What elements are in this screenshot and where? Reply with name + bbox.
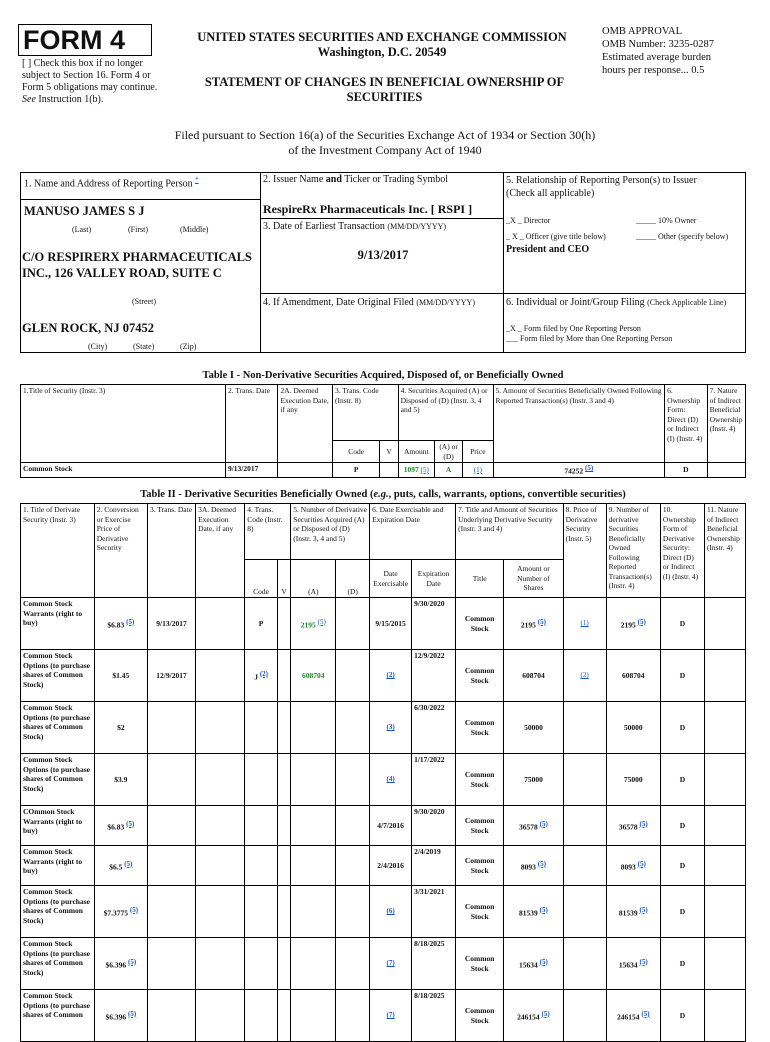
t2-trans-date xyxy=(147,806,195,846)
t2-v xyxy=(277,806,290,846)
t2-h-owned: 9. Number of derivative Securities Beneficially Owned Following Reported Transaction(s) (Instr. 4) xyxy=(606,504,660,598)
t2-security: Common Stock Warrants (right to buy) xyxy=(21,846,95,886)
t2-h-a: (A) xyxy=(291,560,336,598)
t2-v xyxy=(277,598,290,650)
t2-disposed xyxy=(336,702,370,754)
filing-option-group: ___ Form filed by More than One Reporting Person xyxy=(506,334,673,343)
footnote-link[interactable]: (5) xyxy=(128,1009,137,1018)
t2-owned: 15634 (5) xyxy=(606,938,660,990)
t2-h-price: 8. Price of Derivative Security (Instr. 5) xyxy=(563,504,606,598)
table-row xyxy=(21,990,746,1042)
zip-label: (Zip) xyxy=(180,342,197,351)
t2-deemed xyxy=(196,886,245,938)
t2-v xyxy=(277,702,290,754)
t2-date-exercisable xyxy=(370,938,412,990)
other-check: _____ Other (specify below) xyxy=(636,232,729,241)
t2-underlying-amount: 50000 xyxy=(504,702,563,754)
t2-underlying-title: Common Stock xyxy=(456,598,504,650)
t2-security: Common Stock Options (to purchase shares of Common Stock) xyxy=(21,650,95,702)
t2-underlying-amount: 81539 (5) xyxy=(504,886,563,938)
box5-label: 5. Relationship of Reporting Person(s) to Issuer (Check all applicable) xyxy=(506,175,697,199)
footnote-link[interactable]: (5) xyxy=(126,819,135,828)
t2-underlying-title: Common Stock xyxy=(456,754,504,806)
footnote-link[interactable]: (7) xyxy=(386,959,395,968)
table-row xyxy=(21,463,746,478)
t2-conversion-price: $7.3775 (5) xyxy=(94,886,147,938)
footnote-link[interactable]: (5) xyxy=(317,617,326,626)
t2-deriv-price xyxy=(563,938,606,990)
agency-heading: UNITED STATES SECURITIES AND EXCHANGE COMMISSION Washington, D.C. 20549 xyxy=(197,30,567,59)
t2-underlying-title: Common Stock xyxy=(456,650,504,702)
table2-derivative xyxy=(20,503,746,1042)
table-row xyxy=(21,938,746,990)
t2-code xyxy=(245,754,278,806)
t2-conversion-price: $1.45 xyxy=(94,650,147,702)
table-row xyxy=(21,754,746,806)
t2-acquired xyxy=(291,754,336,806)
t2-disposed xyxy=(336,650,370,702)
t1-h-code-sub: Code xyxy=(332,441,379,463)
t2-v xyxy=(277,754,290,806)
t2-h-conversion: 2. Conversion or Exercise Price of Derivative Security xyxy=(94,504,147,598)
t2-deriv-price xyxy=(563,650,606,702)
t2-underlying-amount: 8093 (5) xyxy=(504,846,563,886)
form-title-box xyxy=(18,24,152,56)
t2-acquired xyxy=(291,886,336,938)
t2-acquired: 608704 xyxy=(291,650,336,702)
t1-date: 9/13/2017 xyxy=(225,463,278,478)
state-label: (State) xyxy=(133,342,155,351)
t2-h-d: (D) xyxy=(336,560,370,598)
t2-date-exercisable xyxy=(370,990,412,1042)
t2-disposed xyxy=(336,806,370,846)
t2-underlying-title: Common Stock xyxy=(456,806,504,846)
t2-owned: 8093 (5) xyxy=(606,846,660,886)
middle-label: (Middle) xyxy=(180,225,209,234)
footnote-link[interactable]: (6) xyxy=(386,907,395,916)
t2-code xyxy=(245,886,278,938)
t2-acquired xyxy=(291,806,336,846)
t2-conversion-price: $6.83 (5) xyxy=(94,806,147,846)
t1-h-deemed: 2A. Deemed Execution Date, if any xyxy=(278,385,333,463)
t2-security: COmmon Stock Warrants (right to buy) xyxy=(21,806,95,846)
t1-owned: 74252 (5) xyxy=(493,463,665,478)
t2-owned: 2195 (5) xyxy=(606,598,660,650)
t2-h-code-sub: Code xyxy=(245,560,278,598)
t2-form: D xyxy=(660,886,704,938)
t2-expiration: 2/4/2019 xyxy=(412,846,456,886)
t2-deriv-price xyxy=(563,990,606,1042)
t2-expiration: 6/30/2022 xyxy=(412,702,456,754)
footnote-link[interactable]: (5) xyxy=(128,957,137,966)
t2-form: D xyxy=(660,650,704,702)
t2-h-v: V xyxy=(277,560,290,598)
t2-deemed xyxy=(196,650,245,702)
t2-security: Common Stock Options (to purchase shares of Common Stock) xyxy=(21,702,95,754)
filed-pursuant: Filed pursuant to Section 16(a) of the Securities Exchange Act of 1934 or Section 30(h) of the Investment Company Act of 1940 xyxy=(174,128,596,157)
t2-deemed xyxy=(196,990,245,1042)
table-row xyxy=(21,846,746,886)
table-row xyxy=(21,650,746,702)
t2-date-exercisable xyxy=(370,754,412,806)
officer-check: _ X _ Officer (give title below) xyxy=(506,232,606,241)
t2-acquired: 2195 (5) xyxy=(291,598,336,650)
t2-trans-date xyxy=(147,754,195,806)
t2-underlying-title: Common Stock xyxy=(456,846,504,886)
footnote-link[interactable]: (2) xyxy=(259,669,268,678)
t2-conversion-price: $3.9 xyxy=(94,754,147,806)
t1-h-price: Price xyxy=(463,441,493,463)
t1-h-amount: Amount xyxy=(398,441,434,463)
t2-security: Common Stock Warrants (right to buy) xyxy=(21,598,95,650)
t2-conversion-price: $6.5 (5) xyxy=(94,846,147,886)
t2-underlying-title: Common Stock xyxy=(456,702,504,754)
t2-deriv-price xyxy=(563,598,606,650)
t1-h-acquired: 4. Securities Acquired (A) or Disposed of (D) (Instr. 3, 4 and 5) xyxy=(398,385,493,441)
t2-trans-date xyxy=(147,886,195,938)
reporting-person-name: MANUSO JAMES S J xyxy=(24,204,145,218)
t2-form: D xyxy=(660,702,704,754)
footnote-link[interactable]: (7) xyxy=(386,1011,395,1020)
t2-h-form: 10. Ownership Form of Derivative Security: Direct (D) or Indirect (I) (Instr. 4) xyxy=(660,504,704,598)
t2-v xyxy=(277,938,290,990)
t2-expiration: 3/31/2021 xyxy=(412,886,456,938)
table-row xyxy=(21,598,746,650)
footnote-link[interactable]: (5) xyxy=(129,905,139,914)
t2-nature xyxy=(704,754,745,806)
t2-h-nature: 11. Nature of Indirect Beneficial Ownership (Instr. 4) xyxy=(704,504,745,598)
last-label: (Last) xyxy=(72,225,92,234)
t2-trans-date: 12/9/2017 xyxy=(147,650,195,702)
t1-security: Common Stock xyxy=(21,463,226,478)
t2-underlying-amount: 75000 xyxy=(504,754,563,806)
footnote-link[interactable]: (5) xyxy=(541,1009,550,1018)
t2-conversion-price: $6.83 (5) xyxy=(94,598,147,650)
footnote-link[interactable]: (5) xyxy=(124,859,133,868)
street-address: C/O RESPIRERX PHARMACEUTICALS INC., 126 VALLEY ROAD, SUITE C xyxy=(22,250,252,280)
t2-deemed xyxy=(196,806,245,846)
t2-deemed xyxy=(196,938,245,990)
t1-h-v: V xyxy=(380,441,398,463)
t2-nature xyxy=(704,806,745,846)
t1-code: P xyxy=(332,463,379,478)
director-check: _X _ Director xyxy=(506,216,551,225)
t2-expiration: 1/17/2022 xyxy=(412,754,456,806)
t2-h-under-title: Title xyxy=(456,560,504,598)
t2-v xyxy=(277,990,290,1042)
t2-deriv-price xyxy=(563,806,606,846)
t2-conversion-price: $6.396 (5) xyxy=(94,990,147,1042)
footnote-link[interactable]: (2) xyxy=(386,671,395,680)
t2-owned: 608704 xyxy=(606,650,660,702)
t2-date-exercisable xyxy=(370,702,412,754)
t1-h-date: 2. Trans. Date xyxy=(225,385,278,463)
t1-h-nature: 7. Nature of Indirect Beneficial Ownership (Instr. 4) xyxy=(707,385,745,463)
t2-acquired xyxy=(291,846,336,886)
officer-title: President and CEO xyxy=(506,244,590,255)
t2-code: J (2) xyxy=(245,650,278,702)
t1-form: D xyxy=(665,463,707,478)
t2-underlying-amount: 608704 xyxy=(504,650,563,702)
city-state-zip: GLEN ROCK, NJ 07452 xyxy=(22,321,154,335)
t2-form: D xyxy=(660,846,704,886)
t2-v xyxy=(277,650,290,702)
t2-deriv-price xyxy=(563,754,606,806)
t1-h-owned: 5. Amount of Securities Beneficially Owned Following Reported Transaction(s) (Instr. 3 and 4) xyxy=(493,385,665,463)
t2-code xyxy=(245,702,278,754)
footnote-link[interactable]: (5) xyxy=(639,957,648,966)
table-row xyxy=(21,886,746,938)
t2-underlying-title: Common Stock xyxy=(456,886,504,938)
table1-non-derivative xyxy=(20,384,746,478)
t2-disposed xyxy=(336,990,370,1042)
city-label: (City) xyxy=(88,342,108,351)
footnote-link[interactable]: (5) xyxy=(537,617,546,626)
t2-v xyxy=(277,886,290,938)
t2-conversion-price: $6.396 (5) xyxy=(94,938,147,990)
t2-trans-date xyxy=(147,846,195,886)
t2-disposed xyxy=(336,598,370,650)
t2-h-exercisable: 6. Date Exercisable and Expiration Date xyxy=(370,504,456,560)
t2-h-exp: Expiration Date xyxy=(412,560,456,598)
check-box-note: [ ] Check this box if no longer subject to Section 16. Form 4 or Form 5 obligations may continue. See Instruction 1(b). xyxy=(22,58,158,105)
t2-form: D xyxy=(660,598,704,650)
form-title: FORM 4 xyxy=(23,25,126,55)
t2-underlying-amount: 246154 (5) xyxy=(504,990,563,1042)
t2-security: Common Stock Options (to purchase shares of Common xyxy=(21,990,95,1042)
table-row xyxy=(21,702,746,754)
t2-expiration: 8/18/2025 xyxy=(412,938,456,990)
table1-title: Table I - Non-Derivative Securities Acquired, Disposed of, or Beneficially Owned xyxy=(202,370,564,381)
t2-code: P xyxy=(245,598,278,650)
t2-expiration: 9/30/2020 xyxy=(412,598,456,650)
t2-expiration: 12/9/2022 xyxy=(412,650,456,702)
t2-h-code: 4. Trans. Code (Instr. 8) xyxy=(245,504,291,560)
t2-code xyxy=(245,846,278,886)
t1-amount: 1097 (5) xyxy=(398,463,434,478)
footnote-link[interactable]: (5) xyxy=(639,819,648,828)
t2-nature xyxy=(704,886,745,938)
t2-deemed xyxy=(196,846,245,886)
footnote-link[interactable]: (5) xyxy=(539,819,548,828)
t2-security: Common Stock Options (to purchase shares of Common Stock) xyxy=(21,886,95,938)
t1-h-code: 3. Trans. Code (Instr. 8) xyxy=(332,385,398,441)
t2-date-exercisable xyxy=(370,650,412,702)
box1-label: 1. Name and Address of Reporting Person * xyxy=(24,176,199,190)
t2-trans-date: 9/13/2017 xyxy=(147,598,195,650)
t2-underlying-title: Common Stock xyxy=(456,990,504,1042)
t2-trans-date xyxy=(147,702,195,754)
t2-v xyxy=(277,846,290,886)
t2-deriv-price xyxy=(563,846,606,886)
t2-disposed xyxy=(336,754,370,806)
t2-trans-date xyxy=(147,938,195,990)
first-label: (First) xyxy=(128,225,148,234)
issuer-name: RespireRx Pharmaceuticals Inc. [ RSPI ] xyxy=(263,202,473,216)
t2-expiration: 9/30/2020 xyxy=(412,806,456,846)
t2-owned: 75000 xyxy=(606,754,660,806)
table-row xyxy=(21,806,746,846)
footnote-link[interactable]: (5) xyxy=(126,617,135,626)
footnote-link[interactable]: (5) xyxy=(637,617,646,626)
t2-form: D xyxy=(660,806,704,846)
t2-security: Common Stock Options (to purchase shares of Common Stock) xyxy=(21,938,95,990)
t2-underlying-amount: 36578 (5) xyxy=(504,806,563,846)
box2-label: 2. Issuer Name and Ticker or Trading Symbol xyxy=(263,174,449,185)
t1-owned-footnote[interactable]: (5) xyxy=(585,464,594,472)
t2-disposed xyxy=(336,938,370,990)
t2-h-date-ex: Date Exercisable xyxy=(370,560,412,598)
t2-underlying-amount: 2195 (5) xyxy=(504,598,563,650)
footnote-link[interactable]: (5) xyxy=(641,1009,650,1018)
t1-price xyxy=(463,463,493,478)
t2-h-number: 5. Number of Derivative Securities Acquired (A) or Disposed of (D) (Instr. 3, 4 and 5) xyxy=(291,504,370,560)
omb-approval: OMB APPROVAL OMB Number: 3235-0287 Estimated average burden hours per response... 0.5 xyxy=(602,26,714,76)
ten-pct-owner-check: _____ 10% Owner xyxy=(636,216,697,225)
t2-expiration: 8/18/2025 xyxy=(412,990,456,1042)
t2-trans-date xyxy=(147,990,195,1042)
t1-h-title: 1.Title of Security (Instr. 3) xyxy=(21,385,226,463)
footnote-link[interactable]: (5) xyxy=(639,905,648,914)
t2-deriv-price xyxy=(563,702,606,754)
footnote-link[interactable]: (5) xyxy=(637,859,646,868)
t2-h-under-amt: Amount or Number of Shares xyxy=(504,560,563,598)
t2-disposed xyxy=(336,846,370,886)
footnote-link[interactable]: (5) xyxy=(539,957,548,966)
t1-v xyxy=(380,463,398,478)
t2-form: D xyxy=(660,938,704,990)
t1-h-form: 6. Ownership Form: Direct (D) or Indirect (I) (Instr. 4) xyxy=(665,385,707,463)
t2-nature xyxy=(704,990,745,1042)
footnote-link[interactable]: (4) xyxy=(386,775,395,784)
t2-h-title: 1. Title of Derivate Security (Instr. 3) xyxy=(21,504,95,598)
t2-date-exercisable xyxy=(370,886,412,938)
t2-h-date: 3. Trans. Date xyxy=(147,504,195,598)
t2-code xyxy=(245,806,278,846)
t2-owned: 36578 (5) xyxy=(606,806,660,846)
t2-date-exercisable: 2/4/2016 xyxy=(370,846,412,886)
t2-date-exercisable: 4/7/2016 xyxy=(370,806,412,846)
t2-deriv-price xyxy=(563,886,606,938)
t2-nature xyxy=(704,598,745,650)
t1-nature xyxy=(707,463,745,478)
t2-nature xyxy=(704,702,745,754)
street-label: (Street) xyxy=(132,297,156,306)
footnote-link[interactable]: (5) xyxy=(537,859,546,868)
box3-label: 3. Date of Earliest Transaction (MM/DD/YYYY) xyxy=(263,221,447,232)
t1-price-footnote[interactable]: (1) xyxy=(473,465,482,474)
box1-footnote-link[interactable]: * xyxy=(195,176,199,184)
t1-h-aord: (A) or (D) xyxy=(434,441,462,463)
t2-deemed xyxy=(196,598,245,650)
t2-code xyxy=(245,938,278,990)
t1-aord: A xyxy=(434,463,462,478)
t2-code xyxy=(245,990,278,1042)
t1-deemed xyxy=(278,463,333,478)
footnote-link[interactable]: (3) xyxy=(386,723,395,732)
t2-conversion-price: $2 xyxy=(94,702,147,754)
footnote-link[interactable]: (1) xyxy=(580,619,589,628)
t2-security: Common Stock Options (to purchase shares of Common Stock) xyxy=(21,754,95,806)
t2-deemed xyxy=(196,754,245,806)
earliest-transaction-date: 9/13/2017 xyxy=(357,248,409,262)
t2-h-deemed: 3A. Deemed Execution Date, if any xyxy=(196,504,245,598)
t2-deemed xyxy=(196,702,245,754)
t2-disposed xyxy=(336,886,370,938)
statement-title: STATEMENT OF CHANGES IN BENEFICIAL OWNERSHIP OF SECURITIES xyxy=(204,75,565,104)
t2-acquired xyxy=(291,702,336,754)
t2-form: D xyxy=(660,754,704,806)
t2-date-exercisable: 9/15/2015 xyxy=(370,598,412,650)
box4-label: 4. If Amendment, Date Original Filed (MM/DD/YYYY) xyxy=(263,297,475,308)
t2-nature xyxy=(704,650,745,702)
filing-option-one: _X _ Form filed by One Reporting Person xyxy=(506,324,641,333)
t2-underlying-amount: 15634 (5) xyxy=(504,938,563,990)
footnote-link[interactable]: (2) xyxy=(580,671,589,680)
t2-nature xyxy=(704,938,745,990)
t2-underlying-title: Common Stock xyxy=(456,938,504,990)
t2-acquired xyxy=(291,990,336,1042)
t1-amount-footnote[interactable]: (5) xyxy=(420,465,429,474)
t2-owned: 246154 (5) xyxy=(606,990,660,1042)
t2-acquired xyxy=(291,938,336,990)
box6-label: 6. Individual or Joint/Group Filing (Check Applicable Line) xyxy=(506,297,727,308)
t2-owned: 81539 (5) xyxy=(606,886,660,938)
t2-nature xyxy=(704,846,745,886)
footnote-link[interactable]: (5) xyxy=(539,905,548,914)
t2-form: D xyxy=(660,990,704,1042)
table2-title: Table II - Derivative Securities Beneficially Owned (e.g., puts, calls, warrants, options, convertible securities) xyxy=(140,489,626,500)
t2-owned: 50000 xyxy=(606,702,660,754)
t2-h-underlying: 7. Title and Amount of Securities Underlying Derivative Security (Instr. 3 and 4) xyxy=(456,504,564,560)
